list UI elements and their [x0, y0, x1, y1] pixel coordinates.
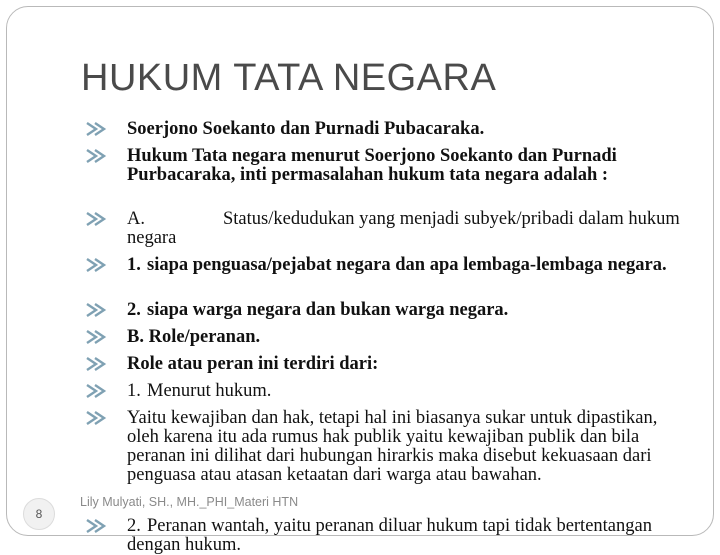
footer-text: Lily Mulyati, SH., MH._PHI_Materi HTN — [80, 495, 299, 509]
bullet-icon — [85, 303, 109, 317]
bullet-icon — [85, 149, 109, 163]
bullet-item: 1. siapa penguasa/pejabat negara dan apa lembaga-lembaga negara. — [127, 256, 687, 275]
bullet-list — [7, 7, 713, 555]
bullet-item: A. Status/kedudukan yang menjadi subyek/pribadi dalam hukum negara — [127, 210, 687, 248]
bullet-icon — [85, 384, 109, 398]
bullet-item: Role atau peran ini terdiri dari: — [127, 355, 687, 374]
bullet-item: 2. siapa warga negara dan bukan warga negara. — [127, 301, 687, 320]
bullet-item: B. Role/peranan. — [127, 328, 687, 347]
bullet-item: 2. Peranan wantah, yaitu peranan diluar hukum tapi tidak bertentangan dengan hukum. — [127, 517, 687, 555]
bullet-icon — [85, 330, 109, 344]
bullet-item: 1. Menurut hukum. — [127, 382, 687, 401]
bullet-icon — [85, 258, 109, 272]
slide-title: HUKUM TATA NEGARA — [81, 57, 497, 99]
page-number: 8 — [23, 498, 55, 530]
bullet-label: A. — [127, 209, 145, 229]
bullet-label: 1. — [127, 381, 141, 401]
bullet-icon — [85, 122, 109, 136]
bullet-label: 2. — [127, 300, 141, 320]
bullet-icon — [85, 411, 109, 425]
slide — [6, 6, 714, 555]
bullet-icon — [85, 519, 109, 533]
bullet-icon — [85, 357, 109, 371]
bullet-item: Soerjono Soekanto dan Purnadi Pubacaraka. — [127, 120, 687, 139]
bullet-label: 2. — [127, 516, 141, 536]
bullet-item: Yaitu kewajiban dan hak, tetapi hal ini biasanya sukar untuk dipastikan, oleh karena itu ada rumus hak publik yaitu kewajiban publik dan bila peranan ini dilihat dari hubungan hirarkis maka disebut kekuasaan dari penguasa atau atasan ketaatan dari warga atau bawahan. — [127, 409, 687, 485]
bullet-icon — [85, 212, 109, 226]
bullet-label: 1. — [127, 255, 141, 275]
bullet-item: Hukum Tata negara menurut Soerjono Soekanto dan Purnadi Purbacaraka, inti permasalahan hukum tata negara adalah : — [127, 147, 687, 185]
